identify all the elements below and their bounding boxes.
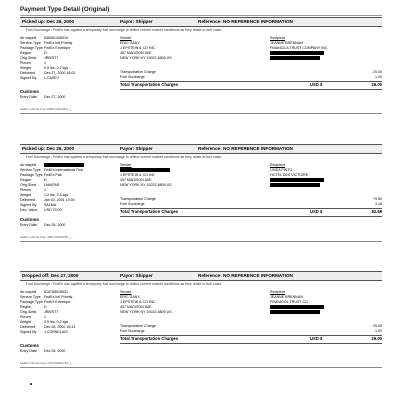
section-separator [20, 113, 382, 114]
redacted-block [270, 305, 324, 309]
detail-label: Signed By [20, 203, 37, 207]
detail-value: USD 75.00 [44, 208, 62, 212]
detail-label: Delivered [20, 198, 36, 202]
detail-value: D [44, 178, 47, 182]
sender-line: NEW YORK NY 10022-6809 US [120, 56, 172, 60]
recipient-title: Recipient [270, 290, 285, 294]
detail-value: D [44, 51, 47, 55]
detail-label: Weight [20, 66, 32, 70]
redacted-block [270, 183, 320, 187]
sender-title: Sender [120, 290, 132, 294]
total-divider [120, 216, 382, 217]
section-separator [20, 241, 382, 242]
total-amount: 82.68 [371, 209, 382, 214]
customs-label: Entry Date [20, 223, 37, 227]
fuel-surcharge-notice: Fuel Surcharge - FedEx has applied a temporary fuel surcharge to reflect current market conditions as they relate to fuel costs. [26, 155, 223, 159]
internal-use-code: FedEx internal Use: 2227610201/F2_/_ [20, 361, 73, 365]
customs-title: Customs [20, 343, 39, 348]
redacted-block [270, 310, 320, 314]
sender-line: J EPSTEIN & CO INC [120, 300, 156, 304]
detail-value: 1 [44, 188, 46, 192]
detail-value: FedEx Intl Priority [44, 295, 73, 299]
redacted-block [270, 178, 324, 182]
detail-label: Package Type [20, 173, 43, 177]
detail-value: JRB/STT [44, 56, 59, 60]
payor: Payor: Shipper [120, 146, 153, 151]
recipient-title: Recipient [270, 163, 285, 167]
total-amount: 26.00 [371, 82, 382, 87]
shipment-section [20, 144, 382, 269]
total-divider [120, 343, 382, 344]
detail-label: Air waybill [20, 36, 37, 40]
detail-label: Pieces [20, 315, 31, 319]
detail-label: Pieces [20, 61, 31, 65]
detail-label: Pieces [20, 188, 31, 192]
sender-title: Sender [120, 163, 132, 167]
sender-title: Sender [120, 36, 132, 40]
charge-amount: 3.18 [375, 202, 382, 206]
detail-value: JRB/STT [44, 310, 59, 314]
detail-value: 1 [44, 315, 46, 319]
detail-value: 0.5 lbs, 0.2 kgs [44, 66, 69, 70]
total-currency: USD $ [310, 82, 323, 87]
detail-label: Dec. Value [20, 208, 38, 212]
charge-label: Fuel Surcharge [120, 329, 145, 333]
sender-line: NEW YORK NY 10022-6809 US [120, 183, 172, 187]
fuel-surcharge-notice: Fuel Surcharge - FedEx has applied a temporary fuel surcharge to reflect current market conditions as they relate to fuel costs. [26, 282, 223, 286]
detail-label: Region [20, 178, 32, 182]
detail-label: Region [20, 305, 32, 309]
page-mark [30, 383, 32, 385]
customs-label: Entry Date [20, 95, 37, 99]
sender-line: ERIC GANY [120, 295, 140, 299]
sender-line: ERIC GANY [120, 41, 140, 45]
total-amount: 26.00 [371, 336, 382, 341]
detail-label: Orig./Dest. [20, 56, 38, 60]
total-label: Total Transportation Charges [120, 209, 179, 214]
detail-value: 1 [44, 61, 46, 65]
reference: Reference: NO REFERENCE INFORMATION [198, 146, 293, 151]
page-title: Payment Type Detail (Original) [20, 6, 110, 13]
redacted-block [44, 163, 84, 167]
detail-value: Dec 28, 2000 16:31 [44, 325, 76, 329]
detail-label: Service Type [20, 168, 41, 172]
detail-value: FedEx Envelope [44, 300, 71, 304]
reference: Reference: NO REFERENCE INFORMATION [198, 19, 293, 24]
detail-label: Package Type [20, 46, 43, 50]
sender-line: J EPSTEIN & CO INC [120, 173, 156, 177]
detail-value: Dec 27, 2000 16:02 [44, 71, 76, 75]
sender-line: 457 MADISON AVE [120, 51, 152, 55]
title-divider [20, 15, 382, 16]
detail-label: Delivered [20, 71, 36, 75]
internal-use-code: FedEx internal Use: 8080110010/F1_/_ [20, 107, 73, 111]
detail-value: 838081408915 [44, 36, 68, 40]
detail-value: Jan 02, 2001 10:00 [44, 198, 75, 202]
detail-label: Weight [20, 193, 32, 197]
section-separator [20, 367, 382, 368]
detail-label: Region [20, 51, 32, 55]
detail-label: Orig./Dest. [20, 183, 38, 187]
shipment-event: Picked up: Dec 26, 2000 [22, 146, 75, 151]
sender-line: NEW YORK NY 10022-6809 US [120, 310, 172, 314]
detail-value: FedEx International First [44, 168, 84, 172]
charge-amount: 79.50 [373, 197, 382, 201]
charge-label: Transportation Charge [120, 324, 156, 328]
recipient-line: LINDA PINTO [270, 168, 293, 172]
charge-label: Fuel Surcharge [120, 75, 145, 79]
detail-label: Service Type [20, 41, 41, 45]
section-header [20, 144, 382, 154]
detail-label: Delivered [20, 325, 36, 329]
total-label: Total Transportation Charges [120, 82, 179, 87]
charge-amount: 25.00 [373, 324, 382, 328]
charge-amount: 25.00 [373, 70, 382, 74]
detail-value: SALMA [44, 203, 57, 207]
customs-date: Dec 27, 2000 [44, 95, 66, 99]
detail-label: Service Type [20, 295, 41, 299]
detail-value: 1.0 lbs, 0.5 kgs [44, 193, 69, 197]
total-currency: USD $ [310, 209, 323, 214]
section-header [20, 271, 382, 281]
customs-title: Customs [20, 217, 39, 222]
redacted-block [270, 51, 324, 55]
detail-value: FedEx Intl Priority [44, 41, 73, 45]
detail-value: FedEx Envelope [44, 46, 71, 50]
customs-date: Dec 28, 2000 [44, 349, 66, 353]
detail-value: L.CASEY [44, 76, 60, 80]
payor: Payor: Shipper [120, 19, 153, 24]
charge-amount: 1.00 [375, 75, 382, 79]
charge-amount: 1.00 [375, 329, 382, 333]
recipient-line: FINANCILA TRUST COMPANY INC [270, 46, 328, 50]
sender-line: J EPSTEIN & CO INC [120, 46, 156, 50]
customs-date: Dec 26, 2000 [44, 223, 66, 227]
detail-label: Orig./Dest. [20, 310, 38, 314]
charge-label: Transportation Charge [120, 197, 156, 201]
detail-value: FedEx Pak [44, 173, 62, 177]
payor: Payor: Shipper [120, 273, 153, 278]
recipient-line: JEANNE BRENNAN [270, 295, 303, 299]
detail-label: Signed By [20, 330, 37, 334]
detail-label: Air waybill [20, 163, 37, 167]
detail-label: Air waybill [20, 290, 37, 294]
total-label: Total Transportation Charges [120, 336, 179, 341]
detail-value: D [44, 305, 47, 309]
redacted-block [120, 168, 170, 172]
internal-use-code: FedEx internal Use: 4807410200/F5_/_ [20, 235, 73, 239]
reference: Reference: NO REFERENCE INFORMATION [198, 273, 293, 278]
detail-value: 818788528631 [44, 290, 68, 294]
recipient-line: FINEMOOL TRUST CO [270, 300, 308, 304]
section-header [20, 17, 382, 27]
shipment-event: Dropped off: Dec 27, 2000 [22, 273, 79, 278]
detail-value: LMA/FAR [44, 183, 60, 187]
detail-label: Signed By [20, 76, 37, 80]
charge-label: Fuel Surcharge [120, 202, 145, 206]
shipment-section [20, 17, 382, 142]
total-currency: USD $ [310, 336, 323, 341]
redacted-block [270, 56, 320, 60]
detail-label: Weight [20, 320, 32, 324]
customs-label: Entry Date [20, 349, 37, 353]
detail-value: J.CORNELIUS [44, 330, 68, 334]
recipient-line: HOTEL DES VICTOIRE [270, 173, 309, 177]
detail-value: 0.5 lbs, 0.2 kgs [44, 320, 69, 324]
recipient-line: JEANNE BRENNAN [270, 41, 303, 45]
recipient-title: Recipient [270, 36, 285, 40]
shipment-event: Picked up: Dec 26, 2000 [22, 19, 75, 24]
sender-line: 457 MADISON AVE [120, 178, 152, 182]
total-divider [120, 89, 382, 90]
detail-label: Package Type [20, 300, 43, 304]
fuel-surcharge-notice: Fuel Surcharge - FedEx has applied a temporary fuel surcharge to reflect current market conditions as they relate to fuel costs. [26, 28, 223, 32]
charge-label: Transportation Charge [120, 70, 156, 74]
customs-title: Customs [20, 89, 39, 94]
sender-line: 457 MADISON AVE [120, 305, 152, 309]
shipment-section [20, 271, 382, 396]
